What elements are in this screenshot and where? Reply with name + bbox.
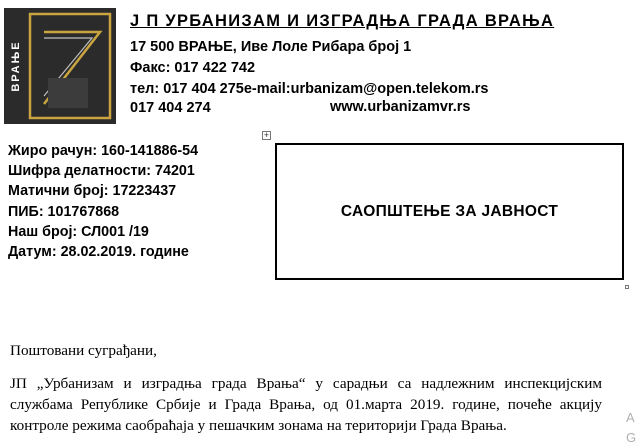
greeting: Поштовани суграђани, bbox=[10, 342, 157, 359]
notice-title: САОПШТЕЊЕ ЗА ЈАВНОСТ bbox=[340, 202, 559, 220]
company-name: Ј П УРБАНИЗАМ И ИЗГРАДЊА ГРАДА ВРАЊА bbox=[130, 12, 555, 30]
move-handle-icon[interactable]: + bbox=[263, 130, 270, 140]
registration-number: Матични број: 17223437 bbox=[8, 183, 177, 200]
logo-text: ВРАЊЕ bbox=[10, 40, 22, 92]
reference-number: Наш број: СЛ001 /19 bbox=[8, 223, 149, 240]
company-phone-2: 017 404 274 bbox=[130, 100, 211, 116]
company-fax: Факс: 017 422 742 bbox=[130, 60, 256, 76]
company-phone-email: тел: 017 404 275e-mail:urbanizam@open.telekom.rs bbox=[130, 81, 489, 97]
watermark-line-2: G bbox=[626, 430, 637, 445]
body-paragraph: ЈП „Урбанизам и изградња града Врања“ у сарадњи са надлежним инспекцијским службама Републике Србије и Града Врања, од 01.марта 2019. године, почеће акцију контроле режима саобраћаја у пешачким зонама на територији Града Врања. bbox=[10, 375, 602, 434]
giro-account: Жиро рачун: 160-141886-54 bbox=[8, 143, 199, 159]
notice-box[interactable] bbox=[275, 143, 624, 280]
document-date: Датум: 28.02.2019. године bbox=[8, 244, 189, 261]
activation-watermark bbox=[626, 408, 640, 448]
company-website: www.urbanizamvr.rs bbox=[330, 99, 471, 115]
company-info-block bbox=[8, 141, 198, 262]
company-address: 17 500 ВРАЊЕ, Иве Лоле Рибара број 1 bbox=[130, 39, 412, 55]
tax-id: ПИБ: 101767868 bbox=[8, 203, 120, 220]
company-logo bbox=[4, 8, 116, 124]
watermark-line-1: A bbox=[626, 410, 635, 425]
resize-handle-icon[interactable] bbox=[625, 285, 629, 289]
activity-code: Шифра делатности: 74201 bbox=[8, 163, 195, 180]
